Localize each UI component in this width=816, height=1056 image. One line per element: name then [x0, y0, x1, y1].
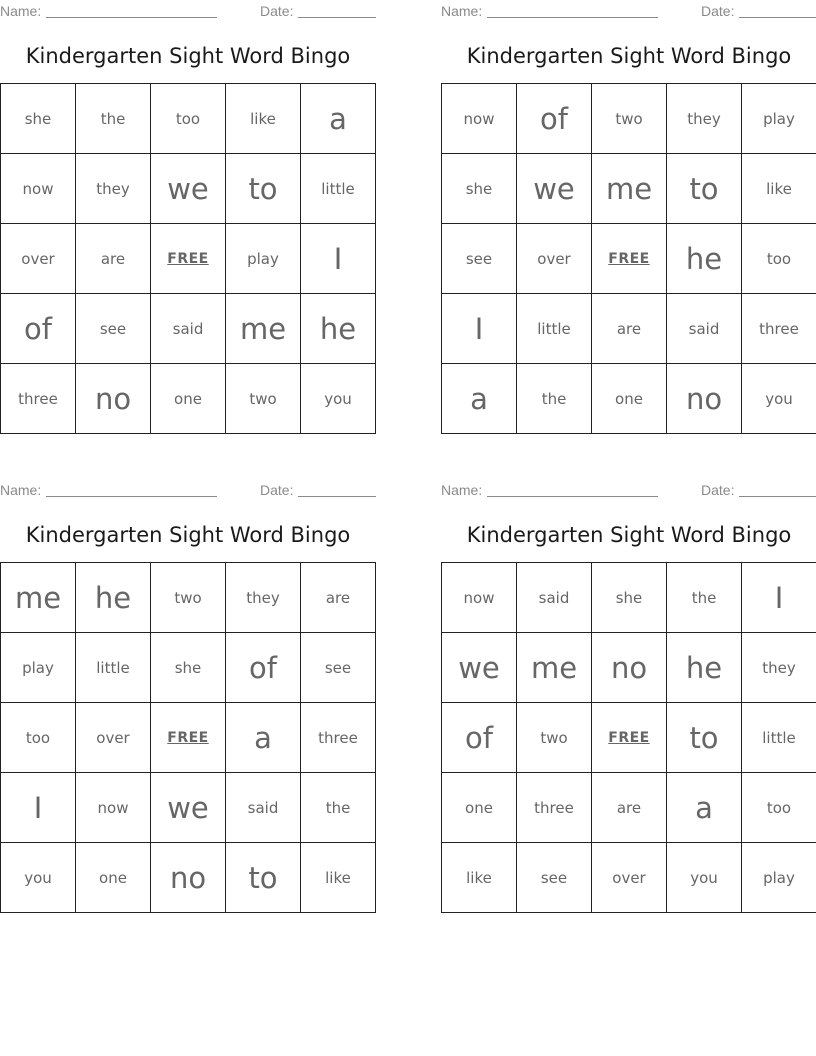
bingo-cell[interactable]: three: [742, 294, 816, 364]
bingo-cell[interactable]: little: [76, 633, 151, 703]
bingo-cell[interactable]: play: [742, 84, 816, 154]
bingo-cell[interactable]: play: [226, 224, 301, 294]
bingo-cell[interactable]: see: [76, 294, 151, 364]
bingo-cell[interactable]: FREE: [151, 224, 226, 294]
bingo-cell[interactable]: I: [301, 224, 376, 294]
name-blank-line[interactable]: [487, 17, 658, 18]
bingo-card-4: [441, 479, 816, 911]
bingo-cell[interactable]: a: [667, 773, 742, 843]
bingo-grid: [0, 562, 376, 913]
bingo-cell[interactable]: me: [517, 633, 592, 703]
card-title: Kindergarten Sight Word Bingo: [466, 44, 792, 68]
bingo-cell[interactable]: you: [1, 843, 76, 913]
bingo-cell[interactable]: little: [517, 294, 592, 364]
card-title: Kindergarten Sight Word Bingo: [25, 44, 351, 68]
bingo-cell[interactable]: little: [742, 703, 816, 773]
bingo-cell[interactable]: said: [667, 294, 742, 364]
bingo-cell[interactable]: she: [442, 154, 517, 224]
bingo-cell[interactable]: now: [442, 563, 517, 633]
bingo-cell[interactable]: you: [301, 364, 376, 434]
bingo-cell[interactable]: she: [1, 84, 76, 154]
bingo-cell[interactable]: of: [442, 703, 517, 773]
bingo-cell[interactable]: the: [517, 364, 592, 434]
bingo-cell[interactable]: over: [517, 224, 592, 294]
bingo-cell[interactable]: play: [1, 633, 76, 703]
date-blank-line[interactable]: [739, 17, 816, 18]
card-header: [0, 0, 376, 22]
bingo-cell[interactable]: he: [76, 563, 151, 633]
bingo-cell[interactable]: she: [592, 563, 667, 633]
bingo-cell[interactable]: I: [442, 294, 517, 364]
bingo-cell[interactable]: now: [76, 773, 151, 843]
bingo-cell[interactable]: the: [76, 84, 151, 154]
bingo-cell[interactable]: play: [742, 843, 816, 913]
bingo-cell[interactable]: they: [742, 633, 816, 703]
card-header: [0, 479, 376, 501]
bingo-cell[interactable]: we: [151, 773, 226, 843]
bingo-cell[interactable]: no: [667, 364, 742, 434]
date-blank-line[interactable]: [739, 496, 816, 497]
card-header: [441, 479, 816, 501]
bingo-cell[interactable]: two: [226, 364, 301, 434]
name-label: Name:: [441, 3, 483, 19]
date-label: Date:: [701, 3, 735, 19]
bingo-cell[interactable]: no: [151, 843, 226, 913]
bingo-grid: [0, 83, 376, 434]
bingo-cell[interactable]: like: [301, 843, 376, 913]
bingo-cell[interactable]: now: [1, 154, 76, 224]
bingo-cell[interactable]: said: [517, 563, 592, 633]
bingo-cell[interactable]: we: [442, 633, 517, 703]
bingo-card-2: [441, 0, 816, 432]
bingo-cell[interactable]: three: [1, 364, 76, 434]
bingo-cell[interactable]: now: [442, 84, 517, 154]
card-title: Kindergarten Sight Word Bingo: [466, 523, 792, 547]
bingo-cell[interactable]: they: [226, 563, 301, 633]
bingo-cell[interactable]: are: [592, 294, 667, 364]
bingo-cell[interactable]: two: [592, 84, 667, 154]
bingo-cell[interactable]: are: [76, 224, 151, 294]
bingo-cell[interactable]: a: [442, 364, 517, 434]
bingo-cell[interactable]: me: [226, 294, 301, 364]
bingo-grid: [441, 562, 816, 913]
bingo-cell[interactable]: two: [517, 703, 592, 773]
bingo-cell[interactable]: me: [592, 154, 667, 224]
bingo-cell[interactable]: he: [301, 294, 376, 364]
bingo-cell[interactable]: like: [442, 843, 517, 913]
bingo-cell[interactable]: she: [151, 633, 226, 703]
bingo-grid: [441, 83, 816, 434]
bingo-cell[interactable]: too: [1, 703, 76, 773]
bingo-cell[interactable]: they: [667, 84, 742, 154]
bingo-cell[interactable]: too: [151, 84, 226, 154]
bingo-cell[interactable]: FREE: [592, 703, 667, 773]
date-label: Date:: [260, 3, 294, 19]
bingo-cell[interactable]: too: [742, 224, 816, 294]
bingo-cell[interactable]: you: [742, 364, 816, 434]
bingo-cell[interactable]: over: [76, 703, 151, 773]
bingo-cell[interactable]: one: [592, 364, 667, 434]
bingo-cell[interactable]: over: [1, 224, 76, 294]
card-title: Kindergarten Sight Word Bingo: [25, 523, 351, 547]
bingo-cell[interactable]: of: [1, 294, 76, 364]
name-label: Name:: [441, 482, 483, 498]
bingo-cell[interactable]: little: [301, 154, 376, 224]
bingo-cell[interactable]: the: [301, 773, 376, 843]
bingo-cell[interactable]: we: [151, 154, 226, 224]
bingo-cell[interactable]: one: [151, 364, 226, 434]
bingo-cell[interactable]: I: [742, 563, 816, 633]
bingo-cell[interactable]: to: [667, 154, 742, 224]
bingo-cell[interactable]: like: [742, 154, 816, 224]
bingo-cell[interactable]: FREE: [592, 224, 667, 294]
bingo-cell[interactable]: said: [151, 294, 226, 364]
bingo-cell[interactable]: of: [226, 633, 301, 703]
bingo-cell[interactable]: to: [226, 154, 301, 224]
bingo-cell[interactable]: over: [592, 843, 667, 913]
bingo-cell[interactable]: he: [667, 224, 742, 294]
bingo-card-1: [0, 0, 376, 432]
bingo-cell[interactable]: are: [592, 773, 667, 843]
bingo-cell[interactable]: see: [517, 843, 592, 913]
bingo-cell[interactable]: three: [301, 703, 376, 773]
name-label: Name:: [0, 3, 42, 19]
bingo-cell[interactable]: to: [667, 703, 742, 773]
bingo-cell[interactable]: they: [76, 154, 151, 224]
bingo-cell[interactable]: me: [1, 563, 76, 633]
bingo-cell[interactable]: we: [517, 154, 592, 224]
bingo-card-3: [0, 479, 376, 911]
date-label: Date:: [260, 482, 294, 498]
bingo-cell[interactable]: too: [742, 773, 816, 843]
name-blank-line[interactable]: [487, 496, 658, 497]
date-blank-line[interactable]: [298, 496, 376, 497]
bingo-cell[interactable]: see: [301, 633, 376, 703]
bingo-cell[interactable]: FREE: [151, 703, 226, 773]
bingo-cell[interactable]: you: [667, 843, 742, 913]
bingo-cell[interactable]: he: [667, 633, 742, 703]
bingo-cell[interactable]: one: [442, 773, 517, 843]
bingo-cell[interactable]: I: [1, 773, 76, 843]
date-label: Date:: [701, 482, 735, 498]
bingo-cell[interactable]: are: [301, 563, 376, 633]
bingo-cell[interactable]: two: [151, 563, 226, 633]
card-header: [441, 0, 816, 22]
name-blank-line[interactable]: [46, 496, 217, 497]
bingo-cell[interactable]: to: [226, 843, 301, 913]
bingo-cell[interactable]: one: [76, 843, 151, 913]
bingo-cell[interactable]: no: [76, 364, 151, 434]
bingo-cell[interactable]: the: [667, 563, 742, 633]
bingo-cell[interactable]: a: [301, 84, 376, 154]
date-blank-line[interactable]: [298, 17, 376, 18]
bingo-cell[interactable]: see: [442, 224, 517, 294]
bingo-cell[interactable]: no: [592, 633, 667, 703]
bingo-cell[interactable]: like: [226, 84, 301, 154]
name-blank-line[interactable]: [46, 17, 217, 18]
bingo-cell[interactable]: three: [517, 773, 592, 843]
bingo-cell[interactable]: of: [517, 84, 592, 154]
bingo-cell[interactable]: a: [226, 703, 301, 773]
bingo-cell[interactable]: said: [226, 773, 301, 843]
name-label: Name:: [0, 482, 42, 498]
